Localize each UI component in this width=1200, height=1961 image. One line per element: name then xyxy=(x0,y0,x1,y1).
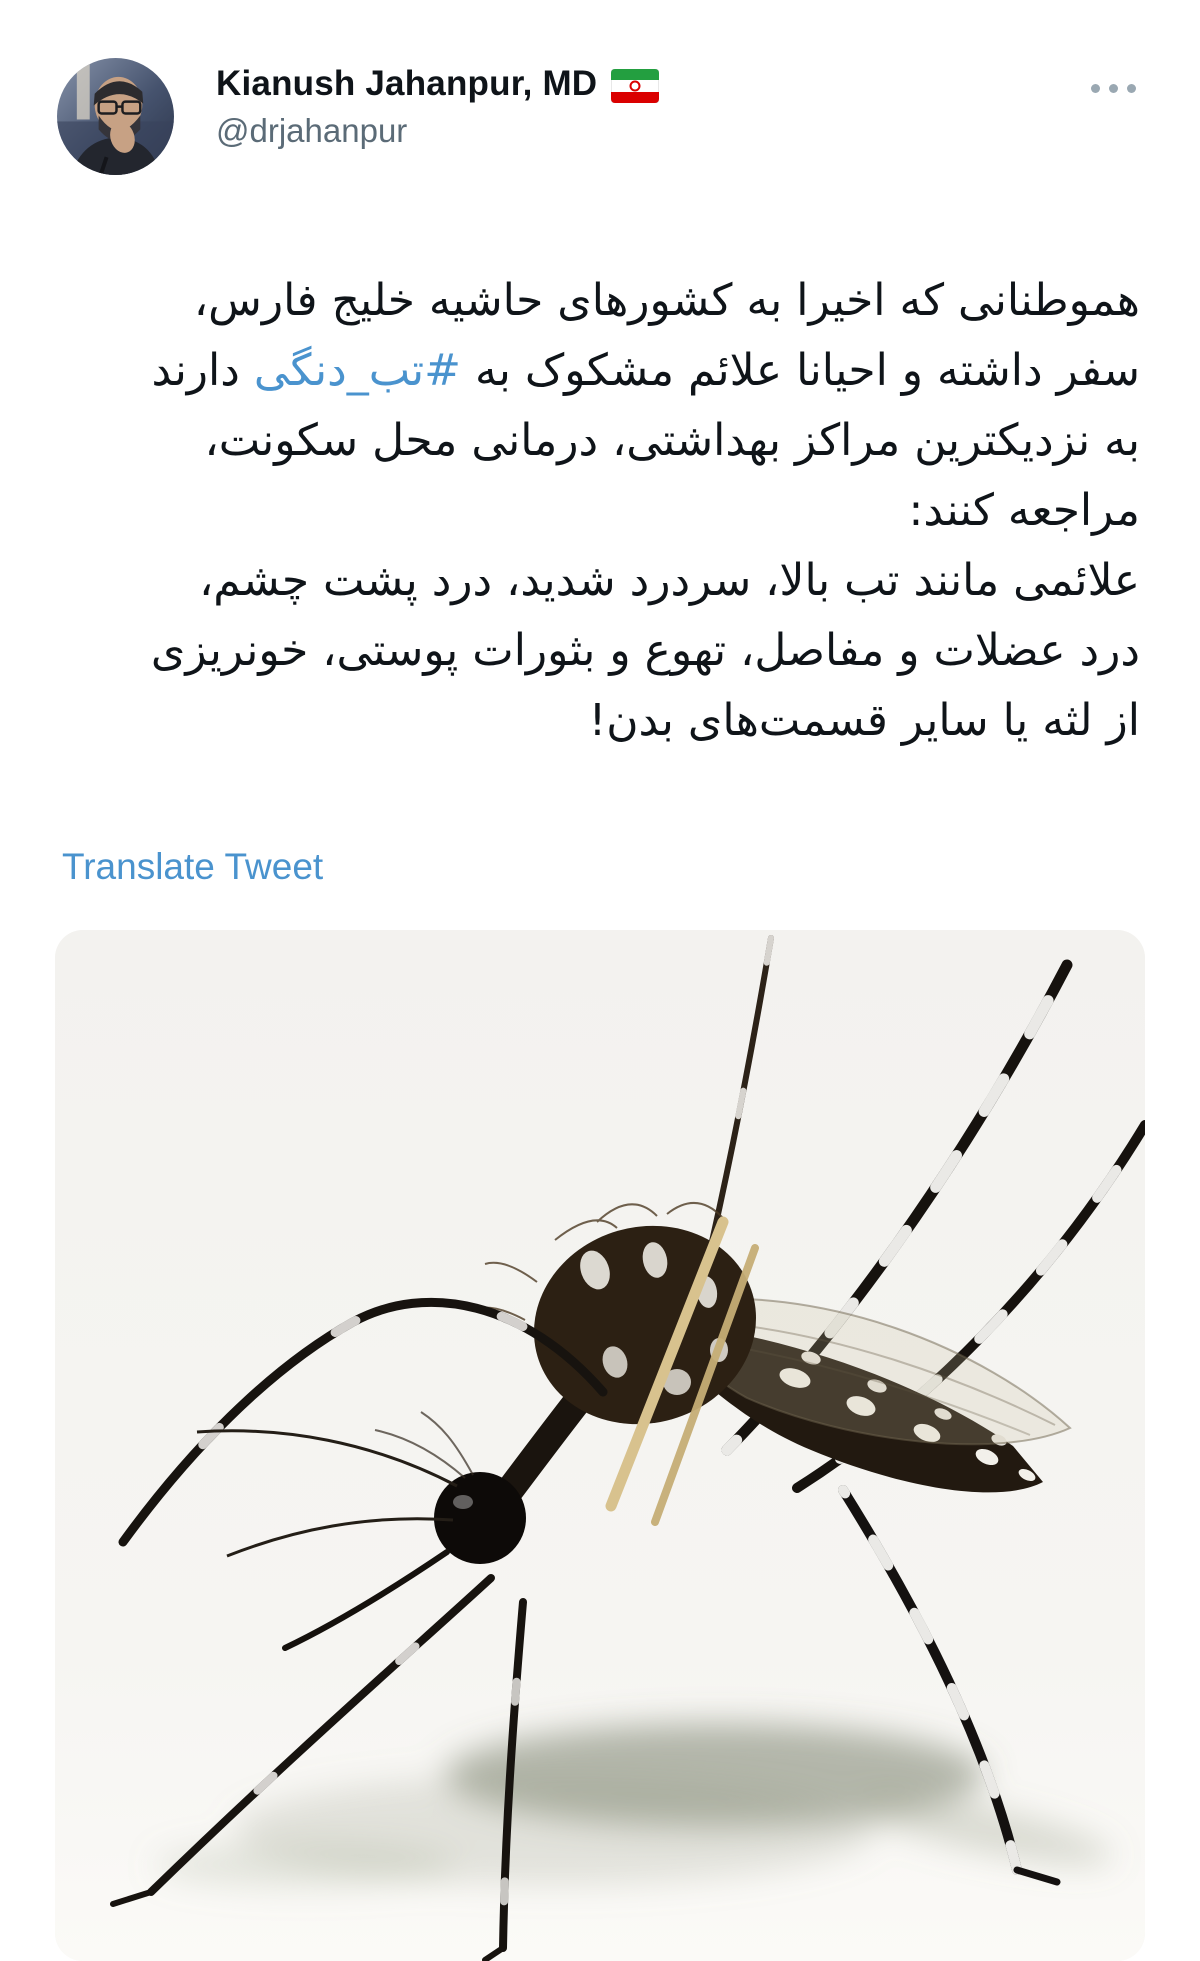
iran-flag-emoji xyxy=(611,69,659,103)
tweet-text-segment: از لثه یا سایر قسمت‌های بدن! xyxy=(588,695,1140,746)
tweet-text-line xyxy=(60,686,1140,756)
tweet-text-segment: سفر داشته و احیانا علائم مشکوک به xyxy=(461,345,1140,396)
tweet-text-segment: درد عضلات و مفاصل، تهوع و بثورات پوستی، خونریزی xyxy=(150,625,1140,676)
tweet-text-segment: علائمی مانند تب بالا، سردرد شدید، درد پشت چشم، xyxy=(199,555,1140,606)
more-dot-icon xyxy=(1127,84,1136,93)
tweet-text-line xyxy=(60,546,1140,616)
tweet-text-line xyxy=(60,616,1140,686)
hashtag-dengue-fever[interactable]: #تب_دنگی xyxy=(253,345,462,396)
tweet-text-segment: به نزدیکترین مراکز بهداشتی، درمانی محل سکونت، xyxy=(204,415,1140,466)
more-dot-icon xyxy=(1091,84,1100,93)
more-options-button[interactable] xyxy=(1076,78,1142,99)
tweet-text-segment: هموطنانی که اخیرا به کشورهای حاشیه خلیج فارس، xyxy=(193,275,1140,326)
display-name-row xyxy=(216,64,659,104)
avatar-photo xyxy=(57,58,174,175)
tweet-text-segment: دارند xyxy=(151,345,254,396)
mosquito-photo xyxy=(55,930,1145,1961)
tweet-text-line xyxy=(60,336,1140,406)
tweet-text-line xyxy=(60,406,1140,476)
tweet-image[interactable] xyxy=(55,930,1145,1961)
tweet-text-line xyxy=(60,476,1140,546)
tweet-text-segment: مراجعه کنند: xyxy=(908,485,1140,536)
avatar[interactable] xyxy=(57,58,174,175)
display-name[interactable]: Kianush Jahanpur, MD xyxy=(216,64,598,103)
translate-tweet-button[interactable]: Translate Tweet xyxy=(62,846,324,887)
tweet-text xyxy=(60,266,1140,756)
more-dot-icon xyxy=(1109,84,1118,93)
user-handle[interactable]: @drjahanpur xyxy=(216,112,408,149)
tweet-text-line xyxy=(60,266,1140,336)
